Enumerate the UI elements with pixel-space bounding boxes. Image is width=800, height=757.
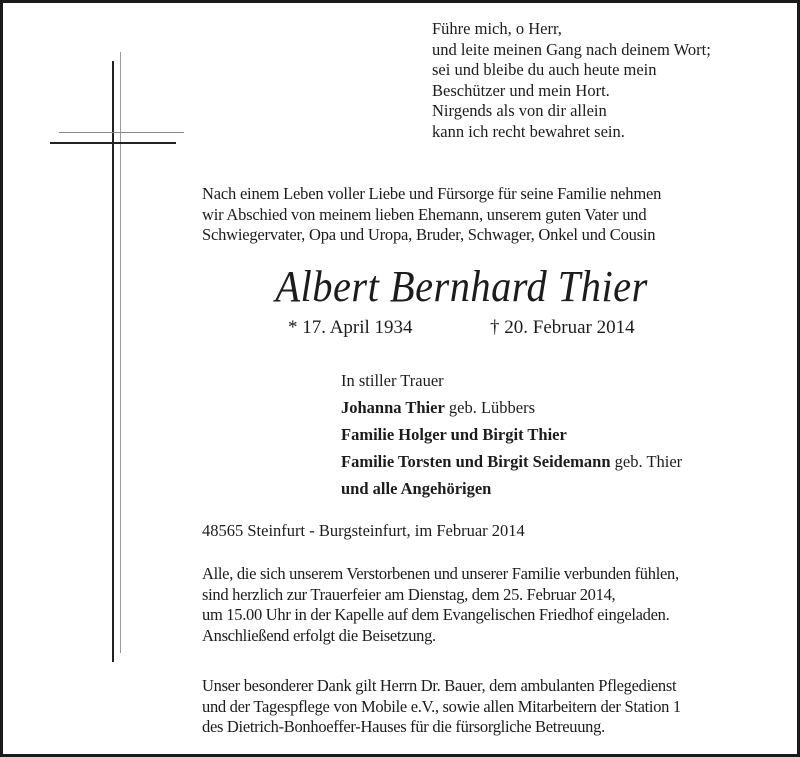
invitation-line: um 15.00 Uhr in der Kapelle auf dem Evangelischen Friedhof eingeladen. bbox=[202, 605, 670, 624]
mourner-name: Familie Holger und Birgit Thier bbox=[341, 425, 567, 444]
psalm-line: und leite meinen Gang nach deinem Wort; bbox=[432, 39, 711, 59]
mourner-entry bbox=[341, 421, 682, 448]
birth-date: * 17. April 1934 bbox=[288, 317, 413, 338]
psalm-verse bbox=[432, 19, 711, 142]
thanks-line: Unser besonderer Dank gilt Herrn Dr. Bauer, dem ambulanten Pflegedienst bbox=[202, 676, 677, 695]
cross-horizontal-gray bbox=[59, 132, 184, 133]
mourner-entry bbox=[341, 448, 682, 475]
mourner-name: und alle Angehörigen bbox=[341, 479, 492, 498]
psalm-line: kann ich recht bewahret sein. bbox=[432, 121, 625, 141]
mourner-name: Johanna Thier bbox=[341, 398, 445, 417]
deceased-name: Albert Bernhard Thier bbox=[275, 262, 648, 311]
invitation-line: Anschließend erfolgt die Beisetzung. bbox=[202, 625, 436, 645]
mourner-suffix: geb. Thier bbox=[610, 452, 683, 471]
funeral-invitation bbox=[202, 564, 679, 646]
mourner-suffix: geb. Lübbers bbox=[444, 398, 536, 417]
psalm-line: Führe mich, o Herr, bbox=[432, 19, 562, 38]
mourners-heading: In stiller Trauer bbox=[341, 371, 444, 390]
intro-line: Schwiegervater, Opa und Uropa, Bruder, Schwager, Onkel und Cousin bbox=[202, 225, 656, 244]
deceased-name-block bbox=[38, 262, 774, 312]
cross-horizontal-dark bbox=[50, 142, 176, 144]
intro-line: Nach einem Leben voller Liebe und Fürsorge für seine Familie nehmen bbox=[202, 184, 662, 203]
mourner-entry bbox=[341, 394, 682, 421]
mourners-list bbox=[341, 367, 682, 502]
cross-vertical-dark bbox=[112, 61, 114, 662]
invitation-line: Alle, die sich unserem Verstorbenen und unserer Familie verbunden fühlen, bbox=[202, 564, 679, 583]
psalm-line: Nirgends als von dir allein bbox=[432, 101, 607, 120]
place-date: 48565 Steinfurt - Burgsteinfurt, im Februar 2014 bbox=[202, 521, 525, 540]
death-date: † 20. Februar 2014 bbox=[490, 317, 635, 338]
thanks-text bbox=[202, 676, 681, 738]
mourner-name: Familie Torsten und Birgit Seidemann bbox=[341, 452, 611, 471]
psalm-line: Beschützer und mein Hort. bbox=[432, 80, 610, 100]
mourner-entry bbox=[341, 475, 682, 502]
thanks-line: und der Tagespflege von Mobile e.V., sowie allen Mitarbeitern der Station 1 bbox=[202, 696, 681, 716]
invitation-line: sind herzlich zur Trauerfeier am Dienstag, dem 25. Februar 2014, bbox=[202, 584, 616, 604]
intro-text bbox=[202, 184, 661, 246]
psalm-line: sei und bleibe du auch heute mein bbox=[432, 60, 657, 79]
thanks-line: des Dietrich-Bonhoeffer-Hauses für die fürsorgliche Betreuung. bbox=[202, 717, 605, 736]
intro-line: wir Abschied von meinem lieben Ehemann, unserem guten Vater und bbox=[202, 204, 647, 224]
